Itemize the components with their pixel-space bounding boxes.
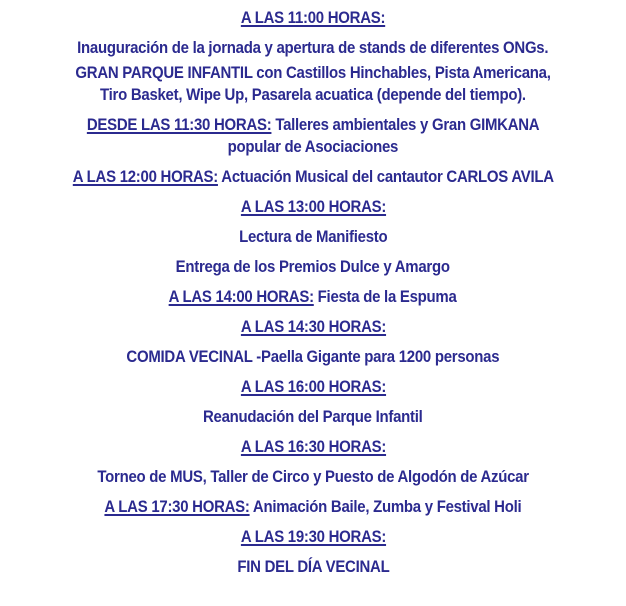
text-fin: FIN DEL DÍA VECINAL [236, 557, 390, 576]
line-asociaciones [228, 136, 398, 158]
line-reanudacion [203, 406, 423, 428]
text-parque-infantil: GRAN PARQUE INFANTIL con Castillos Hinchables, Pista Americana, [75, 63, 551, 82]
time-14-30: A LAS 14:30 HORAS: [240, 317, 386, 336]
text-tiro-basket: Tiro Basket, Wipe Up, Pasarela acuatica (depende del tiempo). [100, 85, 526, 104]
text-espuma: Fiesta de la Espuma [314, 287, 457, 306]
program-lines [0, 7, 626, 578]
line-torneo-mus [97, 466, 528, 488]
text-torneo-mus: Torneo de MUS, Taller de Circo y Puesto de Algodón de Azúcar [97, 467, 529, 486]
line-16-00-heading [240, 376, 385, 398]
line-16-30-heading [240, 436, 385, 458]
line-manifiesto [239, 226, 387, 248]
line-11-00-heading [241, 7, 385, 29]
time-16-00: A LAS 16:00 HORAS: [240, 377, 386, 396]
line-13-00-heading [240, 196, 385, 218]
text-reanudacion: Reanudación del Parque Infantil [203, 407, 423, 426]
text-inauguracion: Inauguración de la jornada y apertura de stands de diferentes ONGs. [77, 38, 549, 57]
line-tiro-basket [100, 84, 526, 106]
text-talleres: Talleres ambientales y Gran GIMKANA [271, 115, 540, 134]
line-parque-infantil [75, 62, 550, 84]
line-14-30-heading [240, 316, 385, 338]
line-12-00-actuacion [72, 166, 553, 188]
time-12-00: A LAS 12:00 HORAS: [72, 167, 218, 186]
text-animacion: Animación Baile, Zumba y Festival Holi [249, 497, 522, 516]
line-comida-vecinal [127, 346, 500, 368]
line-19-30-heading [240, 526, 385, 548]
time-11-30: DESDE LAS 11:30 HORAS: [86, 115, 272, 134]
time-11-00: A LAS 11:00 HORAS: [240, 8, 386, 27]
time-13-00: A LAS 13:00 HORAS: [240, 197, 386, 216]
line-fin [237, 556, 389, 578]
time-14-00: A LAS 14:00 HORAS: [169, 287, 315, 306]
line-11-30-talleres [87, 114, 539, 136]
text-asociaciones: popular de Asociaciones [227, 137, 399, 156]
text-comida-vecinal: COMIDA VECINAL -Paella Gigante para 1200 personas [126, 347, 500, 366]
time-19-30: A LAS 19:30 HORAS: [240, 527, 386, 546]
text-actuacion: Actuación Musical del cantautor CARLOS AVILA [217, 167, 554, 186]
line-premios [176, 256, 450, 278]
text-premios: Entrega de los Premios Dulce y Amargo [175, 257, 451, 276]
line-17-30-animacion [105, 496, 522, 518]
text-manifiesto: Lectura de Manifiesto [238, 227, 388, 246]
time-17-30: A LAS 17:30 HORAS: [104, 497, 250, 516]
time-16-30: A LAS 16:30 HORAS: [240, 437, 386, 456]
line-inauguracion [77, 37, 548, 59]
line-14-00-espuma [169, 286, 457, 308]
